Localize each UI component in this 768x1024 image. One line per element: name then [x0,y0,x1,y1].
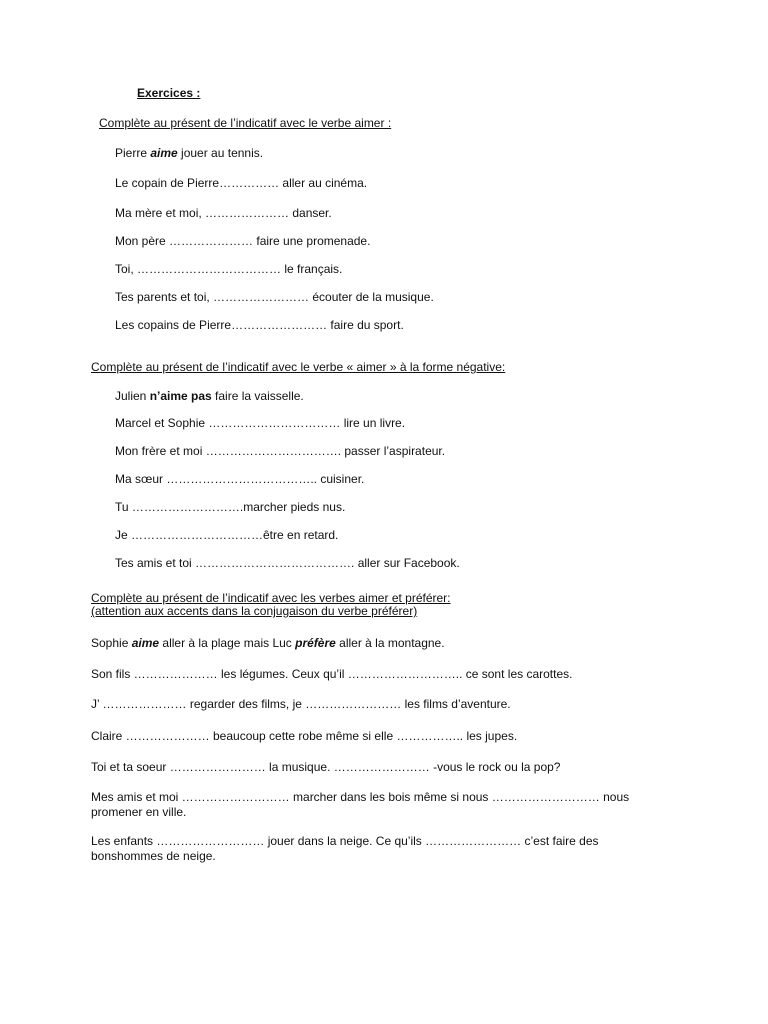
section2-instruction: Complète au présent de l’indicatif avec le verbe « aimer » à la forme négative: [91,360,506,374]
exercise-line: Son fils ………………… les légumes. Ceux qu’il ……………………….. ce sont les carottes. [91,667,573,681]
example-verb: aime [150,146,178,160]
exercise-line: J’ ………………… regarder des films, je …………………… les films d’aventure. [91,697,511,711]
section1-instruction: Complète au présent de l’indicatif avec le verbe aimer : [99,116,392,130]
exercise-line: Mon frère et moi ……………………………. passer l’aspirateur. [115,444,446,458]
exercise-line: Les copains de Pierre…………………… faire du sport. [115,318,404,332]
section3-instruction: Complète au présent de l’indicatif avec les verbes aimer et préférer: [91,591,451,605]
example-text: aller à la plage mais Luc [159,636,296,650]
example-verb: préfère [295,636,336,650]
exercise-line: Toi, ……………………………… le français. [115,262,343,276]
exercise-line: Ma mère et moi, ………………… danser. [115,206,332,220]
exercise-line: Marcel et Sophie …………………………… lire un livre. [115,416,406,430]
section3-note: (attention aux accents dans la conjugaison du verbe préférer) [91,604,418,618]
section3-example [91,636,445,651]
example-text: Sophie [91,636,132,650]
example-text: faire la vaisselle. [211,389,304,403]
example-text: Pierre [115,146,151,160]
exercise-line: Mes amis et moi ……………………… marcher dans les bois même si nous ……………………… nous promener en ville. [91,790,630,819]
example-verb: n’aime pas [149,389,212,403]
example-text: Julien [115,389,150,403]
exercise-line: Les enfants ……………………… jouer dans la neige. Ce qu’ils …………………… c’est faire des bonshommes de neige. [91,834,599,863]
exercise-line: Tes amis et toi …………………………………. aller sur Facebook. [115,556,460,570]
exercise-line: Mon père ………………… faire une promenade. [115,234,371,248]
exercise-line: Tes parents et toi, …………………… écouter de la musique. [115,290,434,304]
exercise-line: Le copain de Pierre…………… aller au cinéma. [115,176,368,190]
exercise-line: Claire ………………… beaucoup cette robe même si elle …………….. les jupes. [91,729,518,743]
exercise-line: Toi et ta soeur …………………… la musique. …………………… -vous le rock ou la pop? [91,760,561,774]
example-text: jouer au tennis. [177,146,264,160]
exercise-line: Ma sœur ……………………………….. cuisiner. [115,472,365,486]
example-verb: aime [131,636,160,650]
section1-example [115,146,263,161]
section2-example [115,389,304,404]
exercise-line: Je ……………………………être en retard. [115,528,339,542]
example-text: aller à la montagne. [335,636,445,650]
exercise-line: Tu ……………………….marcher pieds nus. [115,500,346,514]
page-title: Exercices : [137,86,201,100]
